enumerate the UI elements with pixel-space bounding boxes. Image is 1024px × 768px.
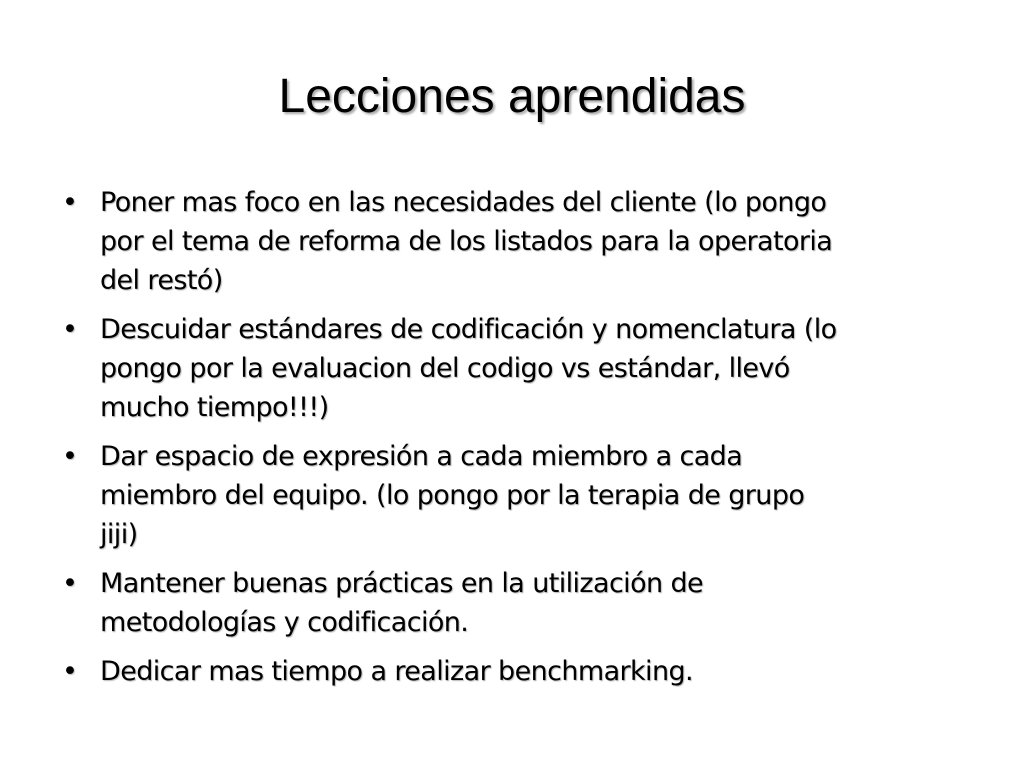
bullet-item [62, 183, 982, 300]
bullet-icon: • [62, 314, 78, 345]
bullet-text-line: Descuidar estándares de codificación y nomenclatura (lo [100, 314, 837, 345]
bullet-icon: • [62, 441, 78, 472]
bullet-icon: • [62, 656, 78, 687]
bullet-text-line: miembro del equipo. (lo pongo por la terapia de grupo [100, 480, 805, 511]
bullet-icon: • [62, 187, 78, 218]
bullet-text-line: metodologías y codificación. [100, 607, 469, 638]
bullet-text-line: Dedicar mas tiempo a realizar benchmarking. [100, 656, 693, 687]
bullet-text-line: Mantener buenas prácticas en la utilización de [100, 568, 704, 599]
bullet-text-line: Dar espacio de expresión a cada miembro a cada [100, 441, 743, 472]
bullet-item [62, 310, 982, 427]
bullet-list [62, 183, 982, 701]
bullet-text-line: Poner mas foco en las necesidades del cliente (lo pongo [100, 187, 827, 218]
bullet-item [62, 437, 982, 554]
slide-title: Lecciones aprendidas [278, 70, 746, 123]
bullet-text-line: por el tema de reforma de los listados para la operatoria [100, 226, 833, 257]
bullet-item [62, 564, 982, 642]
bullet-text-line: jiji) [100, 519, 138, 550]
bullet-text-line: mucho tiempo!!!) [100, 392, 329, 423]
bullet-icon: • [62, 568, 78, 599]
bullet-text-line: del restó) [100, 265, 223, 296]
bullet-item [62, 652, 982, 691]
bullet-text-line: pongo por la evaluacion del codigo vs estándar, llevó [100, 353, 790, 384]
